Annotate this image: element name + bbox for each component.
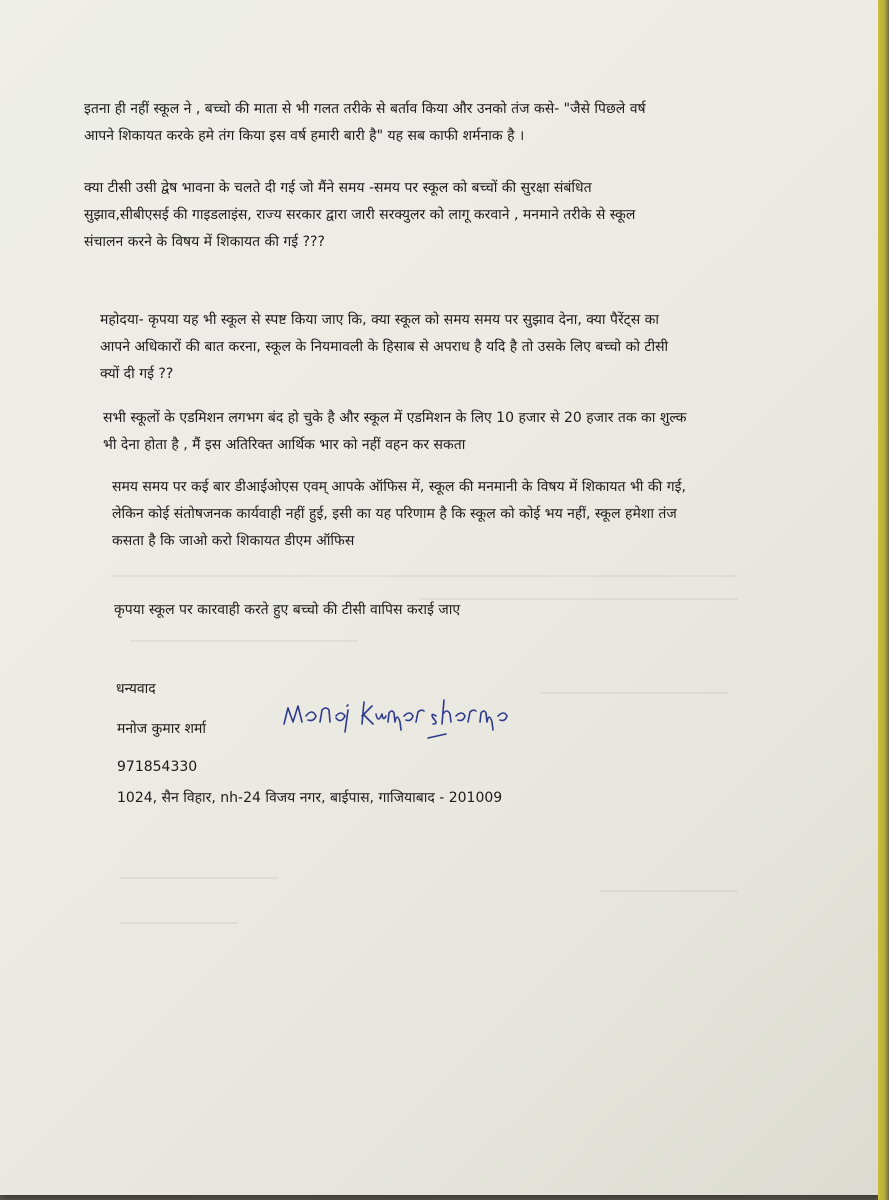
text-line: आपने शिकायत करके हमे तंग किया इस वर्ष हमारी बारी है" यह सब काफी शर्मनाक है ।: [84, 128, 525, 144]
closing-thanks: धन्यवाद: [116, 681, 156, 697]
paragraph-admission-cost: [103, 405, 686, 459]
bleed-through-line: [120, 877, 278, 879]
bleed-through-line: [540, 692, 728, 694]
text-line: इतना ही नहीं स्कूल ने , बच्चो की माता से भी गलत तरीके से बर्ताव किया और उनको तंज कसे- "जैसे पिछले वर्ष: [84, 101, 646, 117]
text-line: क्या टीसी उसी द्वेष भावना के चलते दी गई जो मैंने समय -समय पर स्कूल को बच्चों की सुरक्षा संबंधित: [84, 180, 592, 196]
text-line: क्यों दी गई ??: [100, 366, 174, 382]
bleed-through-line: [120, 922, 238, 924]
text-line: समय समय पर कई बार डीआईओएस एवम् आपके ऑफिस में, स्कूल की मनमानी के विषय में शिकायत भी की गई,: [112, 479, 686, 495]
handwritten-signature: [276, 686, 516, 740]
request-line: कृपया स्कूल पर कारवाही करते हुए बच्चो की टीसी वापिस कराई जाए: [114, 602, 461, 618]
phone-number: 971854330: [117, 759, 198, 775]
bleed-through-line: [600, 890, 738, 892]
paragraph-previous-complaints: [112, 474, 686, 555]
text-line: भी देना होता है , मैं इस अतिरिक्त आर्थिक भार को नहीं वहन कर सकता: [103, 437, 466, 453]
sender-name: मनोज कुमार शर्मा: [117, 721, 207, 737]
paragraph-clarification-request: [100, 307, 668, 388]
text-line: आपने अधिकारों की बात करना, स्कूल के नियमावली के हिसाब से अपराध है यदि है तो उसके लिए बच्चो को टीसी: [100, 339, 669, 355]
text-line: महोदया- कृपया यह भी स्कूल से स्पष्ट किया जाए कि, क्या स्कूल को समय समय पर सुझाव देना, क्या पैरेंट्स का: [100, 312, 660, 328]
text-line: सुझाव,सीबीएसई की गाइडलाइंस, राज्य सरकार द्वारा जारी सरक्युलर को लागू करवाने , मनमाने तरीके से स्कूल: [84, 207, 636, 223]
bleed-through-line: [420, 598, 738, 600]
bleed-through-line: [130, 640, 358, 642]
text-line: कसता है कि जाओ करो शिकायत डीएम ऑफिस: [112, 533, 355, 549]
sender-address: 1024, सैन विहार, nh-24 विजय नगर, बाईपास, गाजियाबाद - 201009: [117, 790, 503, 806]
text-line: संचालन करने के विषय में शिकायत की गई ???: [84, 234, 325, 250]
text-line: सभी स्कूलों के एडमिशन लगभग बंद हो चुके है और स्कूल में एडमिशन के लिए 10 हजार से 20 हजार तक का शुल्क: [103, 410, 687, 426]
bleed-through-line: [110, 575, 738, 577]
paragraph-mother-mistreatment: [84, 96, 646, 150]
paragraph-tc-question: [84, 175, 635, 256]
folder-edge: [878, 0, 889, 1200]
text-line: लेकिन कोई संतोषजनक कार्यवाही नहीं हुई, इसी का यह परिणाम है कि स्कूल को कोई भय नहीं, स्कूल हमेशा तंज: [112, 506, 677, 522]
